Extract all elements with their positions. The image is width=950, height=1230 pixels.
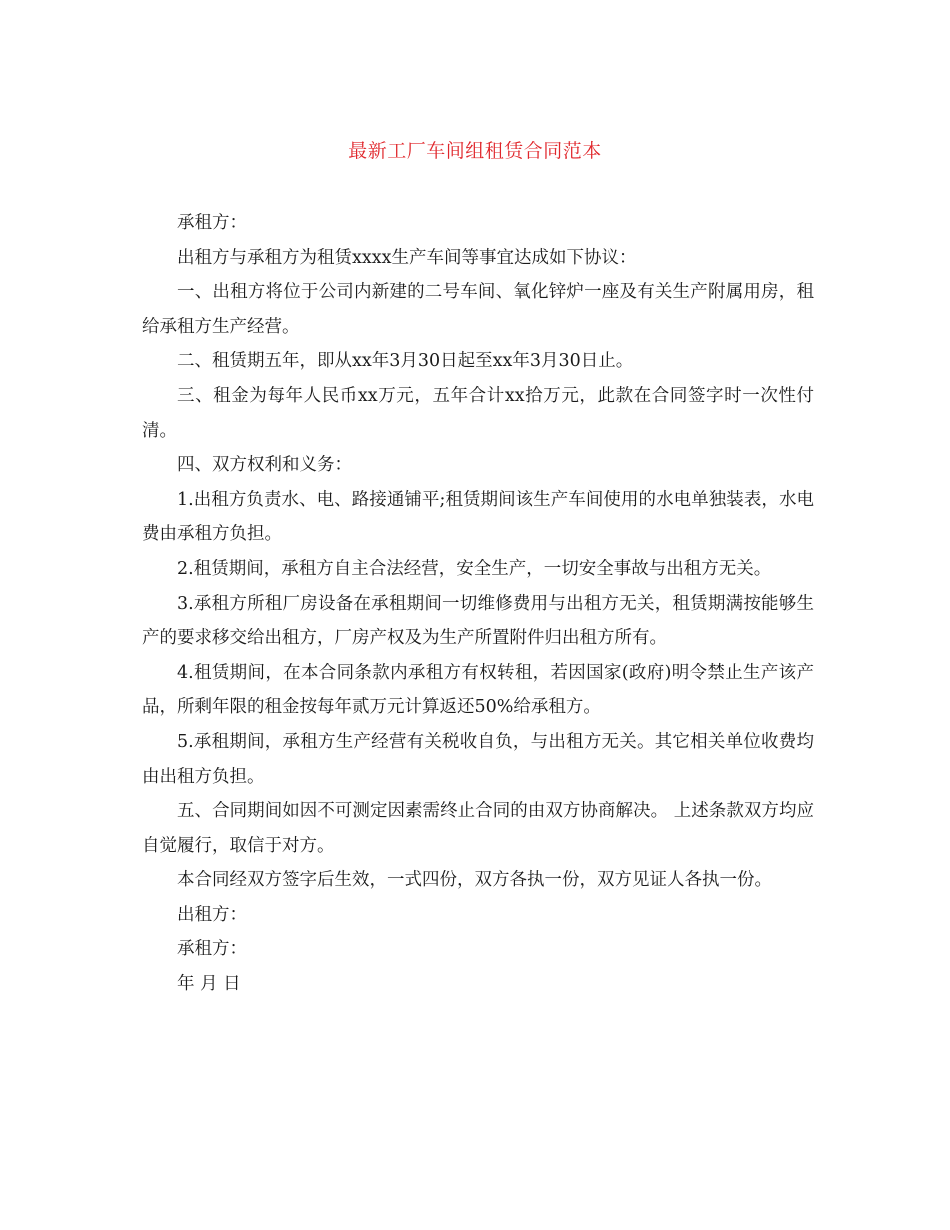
signature-lessee: 承租方： [177,939,247,960]
paragraph-clause-2: 二、租赁期五年，即从xx年3月30日起至xx年3月30日止。 [177,351,634,372]
paragraph-item-2: 2.租赁期间，承租方自主合法经营，安全生产，一切安全事故与出租方无关。 [177,558,772,579]
paragraph-clause-5: 五、合同期间如因不可测定因素需终止合同的由双方协商解决。 上述条款双方均应自觉履行，取信于对方。 [142,801,814,856]
signature-date: 年 月 日 [177,974,241,995]
document-body [142,206,814,1002]
paragraph-effectiveness: 本合同经双方签字后生效，一式四份，双方各执一份，双方见证人各执一份。 [177,870,772,891]
document-title: 最新工厂车间组租赁合同范本 [348,140,602,162]
paragraph-lessee-header: 承租方： [177,213,247,233]
paragraph-item-5: 5.承租期间，承租方生产经营有关税收自负，与出租方无关。其它相关单位收费均由出租方负担。 [142,731,814,787]
paragraph-clause-3: 三、租金为每年人民币xx万元，五年合计xx拾万元，此款在合同签字时一次性付清。 [142,385,814,441]
paragraph-item-4: 4.租赁期间，在本合同条款内承租方有权转租，若因国家(政府)明令禁止生产该产品，所剩年限的租金按每年贰万元计算返还50%给承租方。 [142,662,814,718]
signature-lessor: 出租方： [177,904,247,925]
paragraph-clause-4-heading: 四、双方权利和义务： [177,455,352,476]
paragraph-item-1: 1.出租方负责水、电、路接通铺平;租赁期间该生产车间使用的水电单独装表，水电费由承租方负担。 [142,489,814,545]
paragraph-item-3: 3.承租方所租厂房设备在承租期间一切维修费用与出租方无关，租赁期满按能够生产的要求移交给出租方，厂房产权及为生产所置附件归出租方所有。 [142,593,814,649]
paragraph-clause-1: 一、出租方将位于公司内新建的二号车间、氧化锌炉一座及有关生产附属用房，租给承租方生产经营。 [142,282,814,337]
paragraph-intro: 出租方与承租方为租赁xxxx生产车间等事宜达成如下协议： [177,247,637,268]
